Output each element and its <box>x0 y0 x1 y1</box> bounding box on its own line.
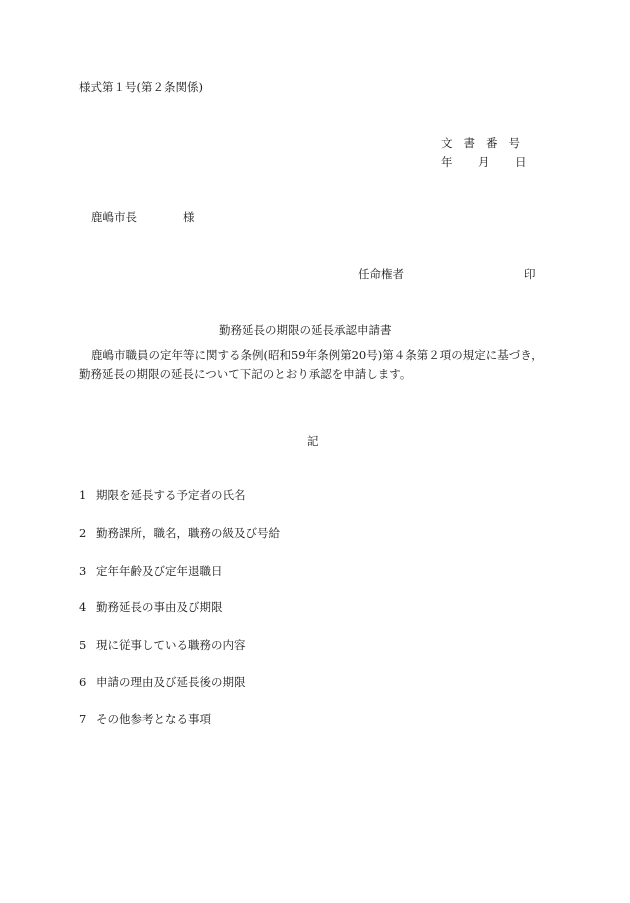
appointer-label: 任命権者 <box>358 267 404 281</box>
body-line-2: 勤務延長の期限の延長について下記のとおり承認を申請します。 <box>79 367 412 381</box>
addressee-honorific: 様 <box>183 210 195 224</box>
item-label: 現に従事している職務の内容 <box>96 638 246 652</box>
item-label: 申請の理由及び延長後の期限 <box>96 675 246 689</box>
list-item <box>79 602 223 614</box>
item-number: 2 <box>79 526 87 540</box>
body-paragraph <box>79 346 543 384</box>
seal-mark: 印 <box>524 267 536 281</box>
item-number: 1 <box>79 488 87 502</box>
item-number: 5 <box>79 638 87 652</box>
list-item <box>79 490 246 502</box>
document-title: 勤務延長の期限の延長承認申請書 <box>219 323 392 337</box>
item-number: 7 <box>79 712 87 726</box>
body-line-1: 鹿嶋市職員の定年等に関する条例(昭和59年条例第20号)第４条第２項の規定に基づき， <box>91 348 543 362</box>
item-label: 定年年齢及び定年退職日 <box>96 564 223 578</box>
date-month-label: 月 <box>478 155 490 169</box>
item-number: 4 <box>79 600 87 614</box>
addressee <box>91 212 195 224</box>
addressee-name: 鹿嶋市長 <box>91 210 137 224</box>
list-item <box>79 714 211 726</box>
list-item <box>79 528 280 540</box>
item-label: その他参考となる事項 <box>96 712 211 726</box>
list-item <box>79 640 246 652</box>
date-line <box>441 157 527 169</box>
list-item <box>79 566 223 578</box>
item-label: 勤務延長の事由及び期限 <box>96 600 223 614</box>
date-day-label: 日 <box>515 155 527 169</box>
item-number: 6 <box>79 675 87 689</box>
date-year-label: 年 <box>441 155 453 169</box>
item-number: 3 <box>79 564 87 578</box>
list-item <box>79 677 246 689</box>
item-label: 期限を延長する予定者の氏名 <box>96 488 246 502</box>
form-number: 様式第１号(第２条関係) <box>79 80 203 94</box>
document-number-label: 文書番号 <box>441 136 531 150</box>
item-label: 勤務課所，職名，職務の級及び号給 <box>96 526 280 540</box>
ki-heading: 記 <box>307 434 319 448</box>
